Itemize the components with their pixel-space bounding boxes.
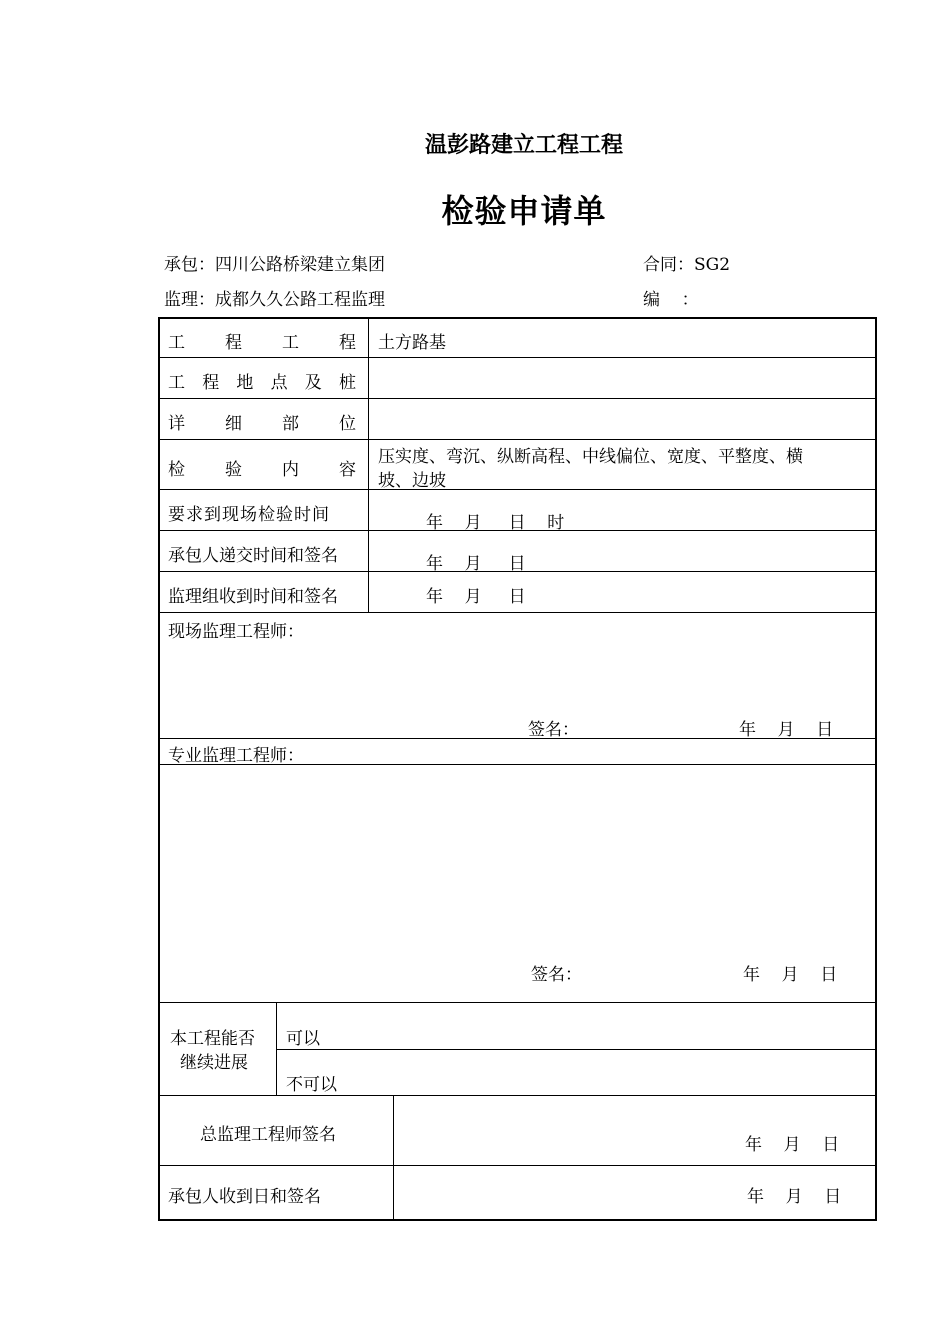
continue-label-line2: 继续进展	[180, 1053, 248, 1073]
project-label	[168, 328, 356, 353]
receive-value: 年 月 日	[426, 587, 526, 607]
site-engineer-label: 现场监理工程师：	[168, 622, 304, 642]
project-label-text: 工 程 工 程	[168, 333, 356, 353]
content-label: 检 验 内 容	[168, 460, 356, 480]
supervisor-info: 监理：成都久久公路工程监理	[164, 290, 385, 310]
contract-info: 合同：SG2	[643, 255, 731, 275]
location-label: 工 程 地 点 及 桩	[168, 373, 356, 393]
contractor-receipt-date: 年 月 日	[747, 1187, 842, 1207]
submit-value: 年 月 日	[426, 554, 526, 574]
specialist-engineer-sign: 签名：	[531, 965, 582, 985]
chief-signature-label: 总监理工程师签名	[200, 1125, 336, 1145]
content-value: 压实度、弯沉、纵断高程、中线偏位、宽度、平整度、横	[378, 447, 803, 467]
request-time-label: 要求到现场检验时间	[168, 505, 330, 525]
inspection-form	[158, 317, 877, 1221]
project-value: 土方路基	[378, 333, 446, 353]
specialist-engineer-label: 专业监理工程师：	[168, 746, 304, 766]
number-info: 编 ：	[643, 290, 699, 310]
content-value-cont: 坡、边坡	[378, 471, 446, 491]
form-title: 检验申请单	[441, 192, 607, 230]
continue-label-line1: 本工程能否	[170, 1029, 255, 1049]
contractor-info: 承包：四川公路桥梁建立集团	[164, 255, 385, 275]
continue-yes-option[interactable]: 可以	[286, 1029, 320, 1049]
site-engineer-sign: 签名：	[528, 720, 579, 740]
submit-label: 承包人递交时间和签名	[168, 546, 338, 566]
receive-label: 监理组收到时间和签名	[168, 587, 338, 607]
request-time-value: 年 月 日 时	[426, 513, 565, 533]
continue-no-option[interactable]: 不可以	[286, 1075, 337, 1095]
chief-signature-date: 年 月 日	[745, 1135, 840, 1155]
detail-label: 详 细 部 位	[168, 414, 356, 434]
contractor-receipt-label: 承包人收到日和签名	[168, 1187, 321, 1207]
specialist-engineer-date: 年 月 日	[743, 965, 838, 985]
document-title: 温彭路建立工程工程	[424, 133, 623, 158]
site-engineer-date: 年 月 日	[739, 720, 834, 740]
